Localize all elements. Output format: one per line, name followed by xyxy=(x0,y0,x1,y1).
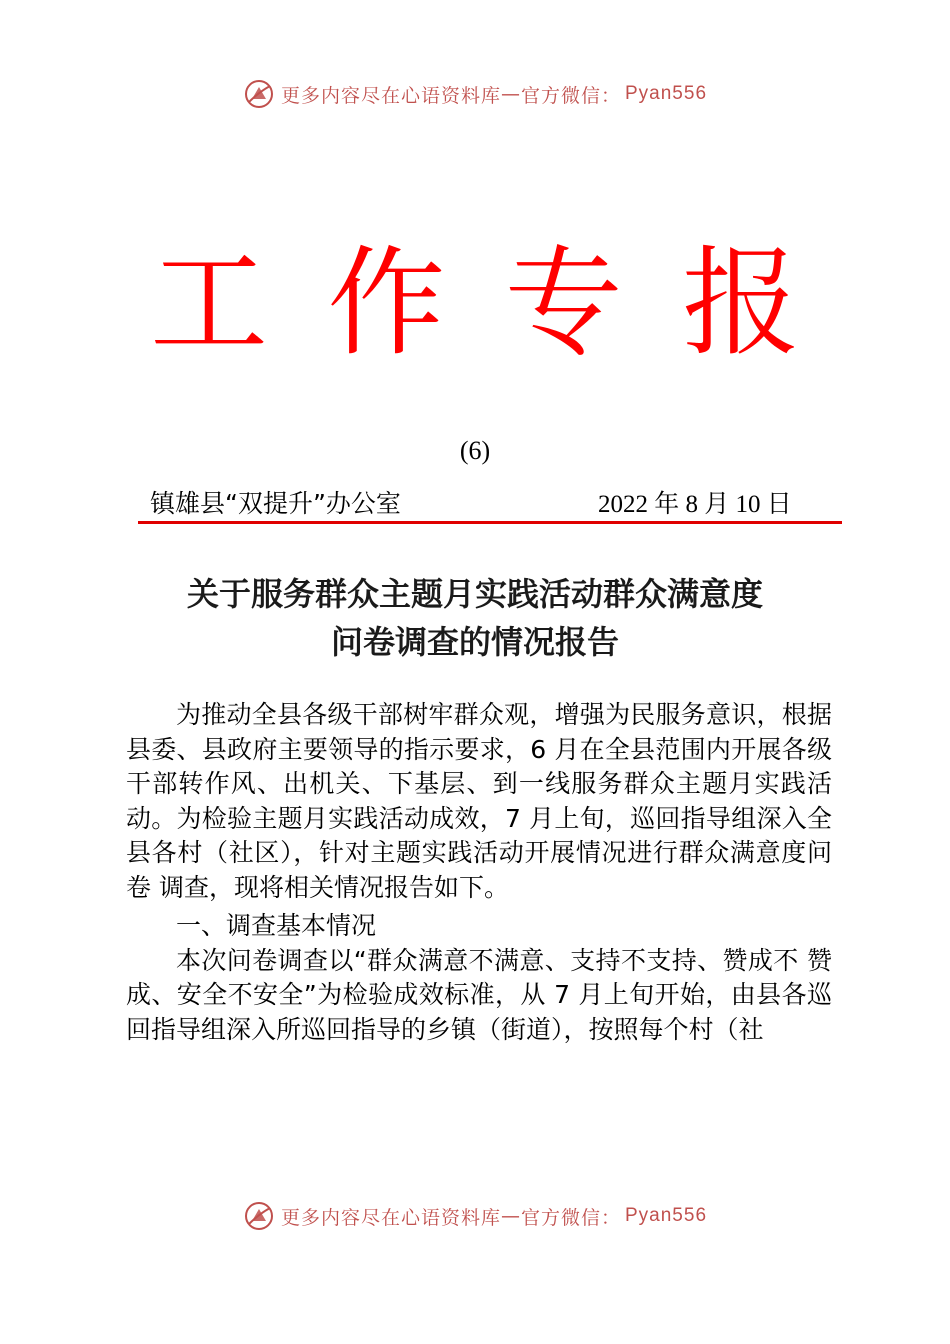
banner-text: 更多内容尽在心语资料库 xyxy=(280,84,501,107)
red-divider xyxy=(138,521,842,524)
logo-icon xyxy=(243,78,275,110)
title-line-2: 问卷调查的情况报告 xyxy=(330,623,619,661)
masthead-char: 作 xyxy=(327,234,446,372)
banner-wechat-label: 官方微信： xyxy=(520,1206,621,1229)
logo-icon xyxy=(243,1200,275,1232)
masthead-char: 工 xyxy=(150,234,269,372)
banner-wechat-label: 官方微信： xyxy=(520,84,621,107)
issuing-office: 镇雄县“双提升”办公室 xyxy=(150,489,401,518)
masthead-char: 报 xyxy=(681,234,800,372)
masthead-title xyxy=(150,234,800,372)
banner-wechat-id: Pyan556 xyxy=(625,83,708,104)
issue-number: (6) xyxy=(459,436,491,465)
issue-date: 2022 年 8 月 10 日 xyxy=(598,491,792,518)
body-paragraph: 为推动全县各级干部树牢群众观，增强为民服务意识，根据县委、县政府主要领导的指示要求，6 月在全县范围内开展各级干部转作风、出机关、下基层、到一线服务群众主题月实践活动。为检验主题月实践活动成效，7 月上旬，巡回指导组深入全县各村（社区），针对主题实践活动开展情况进行群众满意度问卷 调查，现将相关情况报告如下。 xyxy=(126,700,832,902)
banner-dash: — xyxy=(500,1205,521,1227)
header-banner xyxy=(0,74,950,114)
banner-text: 更多内容尽在心语资料库 xyxy=(280,1206,501,1229)
section-heading: 一、调查基本情况 xyxy=(176,911,377,940)
document-body xyxy=(126,698,832,1047)
document-title xyxy=(0,570,950,666)
banner-wechat-id: Pyan556 xyxy=(625,1205,708,1226)
banner-dash: — xyxy=(500,83,521,105)
title-line-1: 关于服务群众主题月实践活动群众满意度 xyxy=(186,575,763,613)
masthead-char: 专 xyxy=(504,234,623,372)
body-paragraph: 本次问卷调查以“群众满意不满意、支持不支持、赞成不 赞成、安全不安全”为检验成效标准，从 7 月上旬开始，由县各巡回指导组深入所巡回指导的乡镇（街道），按照每个村（社 xyxy=(126,945,832,1044)
footer-banner xyxy=(0,1196,950,1236)
